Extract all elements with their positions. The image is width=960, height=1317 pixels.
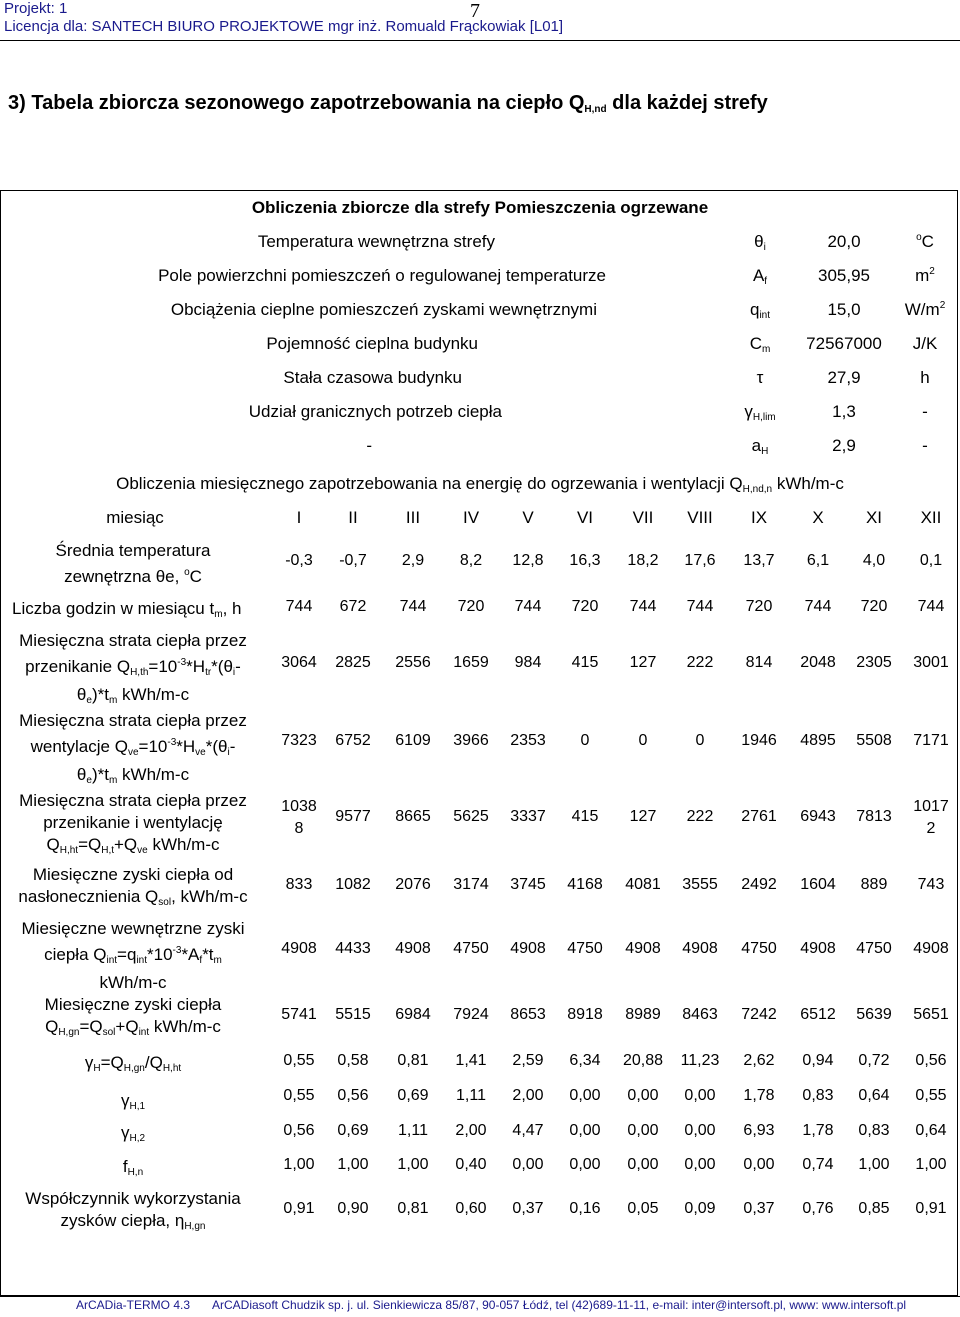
table-cell: 1,11 (398, 1122, 428, 1139)
month-header: XII (920, 508, 942, 527)
row-label: Miesięczna strata ciepła przez przenikanie $Q_{H,th}=10^{-3}*H_{tr}*(\theta_i-$ $\theta_e)*t_m$ kWh/m-c (19, 631, 247, 706)
table-cell: 0,81 (397, 1052, 429, 1069)
table-cell: 0 (580, 732, 590, 749)
table-cell: 0,00 (627, 1087, 659, 1104)
table-cell: 2076 (395, 876, 431, 893)
table-cell: 1,11 (456, 1087, 486, 1104)
param-unit: h (920, 368, 930, 387)
table-cell: 0,83 (802, 1087, 834, 1104)
table-cell: 0,05 (627, 1200, 659, 1217)
table-cell: 9577 (335, 808, 371, 825)
row-label: Współczynnik wykorzystania zysków ciepła, $\eta_{H,gn}$ (25, 1189, 241, 1232)
zone-title: Obliczenia zbiorcze dla strefy Pomieszczenia ogrzewane (251, 198, 709, 217)
table-cell: 8918 (567, 1006, 603, 1023)
table-cell: 4750 (741, 940, 777, 957)
row-label: Miesięczne zyski ciepła $Q_{H,gn}=Q_{sol}+Q_{int}$ kWh/m-c (44, 995, 222, 1038)
param-label: Udział granicznych potrzeb ciepła (248, 402, 502, 421)
param-value: 1,3 (832, 402, 856, 421)
param-value: 15,0 (827, 300, 861, 319)
param-label: Obciążenia cieplne pomieszczeń zyskami wewnętrznymi (170, 300, 597, 319)
table-cell: 1,00 (397, 1156, 429, 1173)
param-symbol: $\gamma_{H,lim}$ (744, 402, 776, 423)
table-cell: 17,6 (684, 552, 716, 569)
table-cell: 222 (686, 808, 714, 825)
table-cell: 0,76 (802, 1200, 834, 1217)
table-cell: 2556 (395, 654, 431, 671)
table-cell: 4908 (800, 940, 836, 957)
monthly-title: Obliczenia miesięcznego zapotrzebowania na energię do ogrzewania i wentylacji $Q_{H,nd,n}$ kWh/m-c (116, 474, 844, 495)
table-cell: 415 (571, 808, 599, 825)
table-cell: 2353 (510, 732, 546, 749)
table-cell: 2,00 (512, 1087, 544, 1104)
table-cell: 0,00 (627, 1122, 659, 1139)
row-label: $f_{H,n}$ (122, 1157, 144, 1178)
header-divider (0, 40, 960, 41)
param-symbol: $\theta_i$ (754, 232, 766, 253)
table-cell: 4168 (567, 876, 603, 893)
table-cell: 2,9 (401, 552, 425, 569)
table-cell: 0,1 (919, 552, 943, 569)
footer-program: ArCADia-TERMO 4.3 (76, 1298, 191, 1312)
table-cell: 2305 (856, 654, 892, 671)
table-cell: 0,72 (858, 1052, 890, 1069)
table-cell: 4908 (913, 940, 949, 957)
table-cell: 0,91 (283, 1200, 315, 1217)
table-cell: 1659 (453, 654, 489, 671)
table-cell: 1946 (741, 732, 777, 749)
table-cell: -0,3 (285, 552, 313, 569)
table-cell: 2,59 (512, 1052, 544, 1069)
param-unit: $m^2$ (915, 266, 935, 285)
table-cell: 0,37 (743, 1200, 775, 1217)
row-label: $\gamma_{H,2}$ (120, 1123, 146, 1144)
table-cell: 1,00 (858, 1156, 890, 1173)
table-cell: 127 (629, 654, 657, 671)
table-cell: 4908 (395, 940, 431, 957)
table-cell: 6752 (335, 732, 371, 749)
month-header: VIII (687, 508, 713, 527)
table-cell: 5741 (281, 1006, 317, 1023)
table-cell: 0,56 (915, 1052, 947, 1069)
table-cell: 0 (638, 732, 648, 749)
table-cell: 0,40 (455, 1156, 487, 1173)
table-cell: 4,0 (862, 552, 886, 569)
table-cell: 7323 (281, 732, 317, 749)
row-label: Miesięczna strata ciepła przez wentylacje $Q_{ve}=10^{-3}*H_{ve}*(\theta_i-$ $\theta_e)*t_m$ kWh/m-c (19, 711, 247, 786)
param-value: 27,9 (827, 368, 861, 387)
table-cell: 1,41 (455, 1052, 487, 1069)
table-cell: 3174 (453, 876, 489, 893)
table-cell: 3337 (510, 808, 546, 825)
table-cell: 720 (745, 598, 773, 615)
table-cell: 16,3 (569, 552, 601, 569)
table-cell: 0,85 (858, 1200, 890, 1217)
row-label: Miesięczna strata ciepła przez przenikanie i wentylację $Q_{H,ht}=Q_{H,t}+Q_{ve}$ kWh/m-c (19, 791, 247, 856)
table-cell: 8,2 (459, 552, 483, 569)
table-cell: 2,62 (743, 1052, 775, 1069)
table-cell: 0,69 (397, 1087, 429, 1104)
table-cell: 0,09 (684, 1200, 716, 1217)
table-cell: 1,00 (915, 1156, 947, 1173)
table-cell: 0,83 (858, 1122, 890, 1139)
param-unit: $^o$C (916, 232, 934, 251)
table-cell: 4,47 (512, 1122, 544, 1139)
table-cell: 744 (917, 598, 945, 615)
table-cell: 5639 (856, 1006, 892, 1023)
row-label: $\gamma_{H,1}$ (120, 1091, 146, 1112)
param-symbol: $C_m$ (749, 334, 771, 355)
table-cell: 127 (629, 808, 657, 825)
table-cell: 18,2 (627, 552, 659, 569)
param-symbol: $A_f$ (752, 266, 768, 287)
table-cell: 0,94 (802, 1052, 834, 1069)
license-label: Licencja dla: SANTECH BIURO PROJEKTOWE mgr inż. Romuald Frąckowiak [L01] (4, 18, 564, 35)
table-cell: 0,90 (337, 1200, 369, 1217)
table-cell: 744 (285, 598, 313, 615)
table-cell: 0,00 (743, 1156, 775, 1173)
param-label: - (366, 436, 372, 455)
table-cell: 1604 (800, 876, 836, 893)
table-cell: 2492 (741, 876, 777, 893)
month-header: XI (865, 508, 883, 527)
row-label: $\gamma_H=Q_{H,gn}/Q_{H,ht}$ (84, 1053, 182, 1074)
table-cell: 0,56 (283, 1122, 315, 1139)
table-cell: 672 (339, 598, 367, 615)
table-cell: 12,8 (512, 552, 544, 569)
footer-divider (0, 1296, 960, 1297)
table-cell: 0,64 (915, 1122, 947, 1139)
table-cell: 4433 (335, 940, 371, 957)
table-cell: 7924 (453, 1006, 489, 1023)
param-symbol: $q_{int}$ (749, 300, 771, 321)
param-symbol: $a_H$ (751, 436, 769, 457)
table-cell: 6984 (395, 1006, 431, 1023)
param-unit: - (922, 402, 928, 421)
table-cell: 984 (514, 654, 542, 671)
table-cell: 1038 8 (281, 798, 317, 837)
table-cell: 0,74 (802, 1156, 834, 1173)
table-cell: 0,55 (283, 1052, 315, 1069)
table-cell: 4750 (453, 940, 489, 957)
table-cell: -0,7 (339, 552, 367, 569)
param-unit: $W/m^2$ (904, 300, 946, 319)
param-value: 305,95 (818, 266, 870, 285)
month-header: III (405, 508, 421, 527)
table-cell: 4908 (510, 940, 546, 957)
table-cell: 0,55 (283, 1087, 315, 1104)
table-cell: 5625 (453, 808, 489, 825)
row-label: Miesięczne wewnętrzne zyski ciepła $Q_{int}=q_{int}*10^{-3}*A_f*t_m$ kWh/m-c (21, 919, 245, 992)
section-heading: 3) Tabela zbiorcza sezonowego zapotrzebowania na ciepło $Q_{H,nd}$ dla każdej strefy (8, 92, 768, 115)
table-cell: 4908 (625, 940, 661, 957)
table-cell: 0,00 (569, 1156, 601, 1173)
table-cell: 8665 (395, 808, 431, 825)
table-cell: 743 (917, 876, 945, 893)
month-header: V (522, 508, 534, 527)
table-cell: 4081 (625, 876, 661, 893)
table-cell: 0,00 (512, 1156, 544, 1173)
table-cell: 720 (571, 598, 599, 615)
table-cell: 0,58 (337, 1052, 369, 1069)
month-header: IX (750, 508, 768, 527)
table-cell: 4908 (682, 940, 718, 957)
row-label: Liczba godzin w miesiącu $t_m$, h (12, 599, 242, 620)
table-cell: 4908 (281, 940, 317, 957)
table-cell: 0,37 (512, 1200, 544, 1217)
table-cell: 4895 (800, 732, 836, 749)
table-cell: 5651 (913, 1006, 949, 1023)
table-cell: 1,00 (283, 1156, 315, 1173)
table-cell: 7242 (741, 1006, 777, 1023)
table-cell: 3966 (453, 732, 489, 749)
param-label: Pole powierzchni pomieszczeń o regulowanej temperaturze (158, 266, 606, 285)
table-cell: 1,78 (802, 1122, 834, 1139)
table-cell: 415 (571, 654, 599, 671)
table-cell: 0,81 (397, 1200, 429, 1217)
table-cell: 889 (860, 876, 888, 893)
table-cell: 0,16 (569, 1200, 601, 1217)
table-cell: 0,60 (455, 1200, 487, 1217)
table-cell: 0,91 (915, 1200, 947, 1217)
table-cell: 814 (745, 654, 773, 671)
table-cell: 2825 (335, 654, 371, 671)
param-label: Stała czasowa budynku (283, 368, 462, 387)
table-cell: 6943 (800, 808, 836, 825)
table-cell: 3555 (682, 876, 718, 893)
table-cell: 0,64 (858, 1087, 890, 1104)
table-cell: 2761 (741, 808, 777, 825)
table-cell: 3001 (913, 654, 949, 671)
page-number: 7 (470, 0, 480, 22)
table-cell: 3745 (510, 876, 546, 893)
month-header: IV (462, 508, 480, 527)
table-cell: 744 (514, 598, 542, 615)
table-cell: 0,00 (569, 1087, 601, 1104)
table-cell: 744 (399, 598, 427, 615)
table-cell: 11,23 (680, 1052, 720, 1069)
table-cell: 6,1 (806, 552, 830, 569)
table-cell: 8989 (625, 1006, 661, 1023)
table-cell: 833 (285, 876, 313, 893)
table-cell: 5508 (856, 732, 892, 749)
table-cell: 1017 2 (913, 798, 949, 837)
table-cell: 744 (629, 598, 657, 615)
table-cell: 5515 (335, 1006, 371, 1023)
table-cell: 13,7 (743, 552, 775, 569)
table-cell: 6,93 (743, 1122, 775, 1139)
table-cell: 1,78 (743, 1087, 775, 1104)
row-label: Średnia temperatura zewnętrzna θe, $^o$C (55, 541, 211, 586)
table-cell: 744 (804, 598, 832, 615)
param-label: Pojemność cieplna budynku (266, 334, 478, 353)
table-cell: 7171 (913, 732, 949, 749)
month-header: II (348, 508, 358, 527)
table-cell: 0,00 (684, 1087, 716, 1104)
table-cell: 8653 (510, 1006, 546, 1023)
table-cell: 0,00 (684, 1156, 716, 1173)
table-cell: 720 (860, 598, 888, 615)
month-header: I (296, 508, 302, 527)
table-cell: 0,00 (684, 1122, 716, 1139)
table-cell: 20,88 (622, 1052, 664, 1069)
param-unit: - (922, 436, 928, 455)
table-cell: 2048 (800, 654, 836, 671)
table-cell: 6512 (800, 1006, 836, 1023)
table-cell: 222 (686, 654, 714, 671)
param-value: 20,0 (827, 232, 861, 251)
table-cell: 0,00 (627, 1156, 659, 1173)
month-header: VII (632, 508, 654, 527)
table-cell: 0,55 (915, 1087, 947, 1104)
table-cell: 4750 (856, 940, 892, 957)
month-header: X (812, 508, 824, 527)
table-cell: 0,00 (569, 1122, 601, 1139)
table-cell: 6,34 (569, 1052, 601, 1069)
table-cell: 0,69 (337, 1122, 369, 1139)
table-cell: 2,00 (455, 1122, 487, 1139)
table-cell: 0,56 (337, 1087, 369, 1104)
table-cell: 720 (457, 598, 485, 615)
table-cell: 1,00 (337, 1156, 369, 1173)
table-cell: 1082 (335, 876, 371, 893)
project-label: Projekt: 1 (4, 0, 68, 17)
table-cell: 8463 (682, 1006, 718, 1023)
month-header-label: miesiąc (106, 508, 164, 527)
table-cell: 7813 (856, 808, 892, 825)
param-value: 72567000 (806, 334, 882, 353)
row-label: Miesięczne zyski ciepła od nasłonecznienia $Q_{sol}$, kWh/m-c (18, 865, 248, 908)
param-symbol: τ (756, 368, 764, 387)
table-cell: 3064 (281, 654, 317, 671)
table-cell: 744 (686, 598, 714, 615)
footer-company: ArCADiasoft Chudzik sp. j. ul. Sienkiewicza 85/87, 90-057 Łódź, tel (42)689-11-11, e-mail: inter@intersoft.pl, www: www.intersoft.pl (212, 1298, 907, 1312)
param-unit: J/K (912, 334, 938, 353)
param-label: Temperatura wewnętrzna strefy (257, 232, 495, 251)
param-value: 2,9 (832, 436, 856, 455)
table-cell: 6109 (395, 732, 431, 749)
month-header: VI (576, 508, 594, 527)
table-cell: 0 (695, 732, 705, 749)
table-cell: 4750 (567, 940, 603, 957)
